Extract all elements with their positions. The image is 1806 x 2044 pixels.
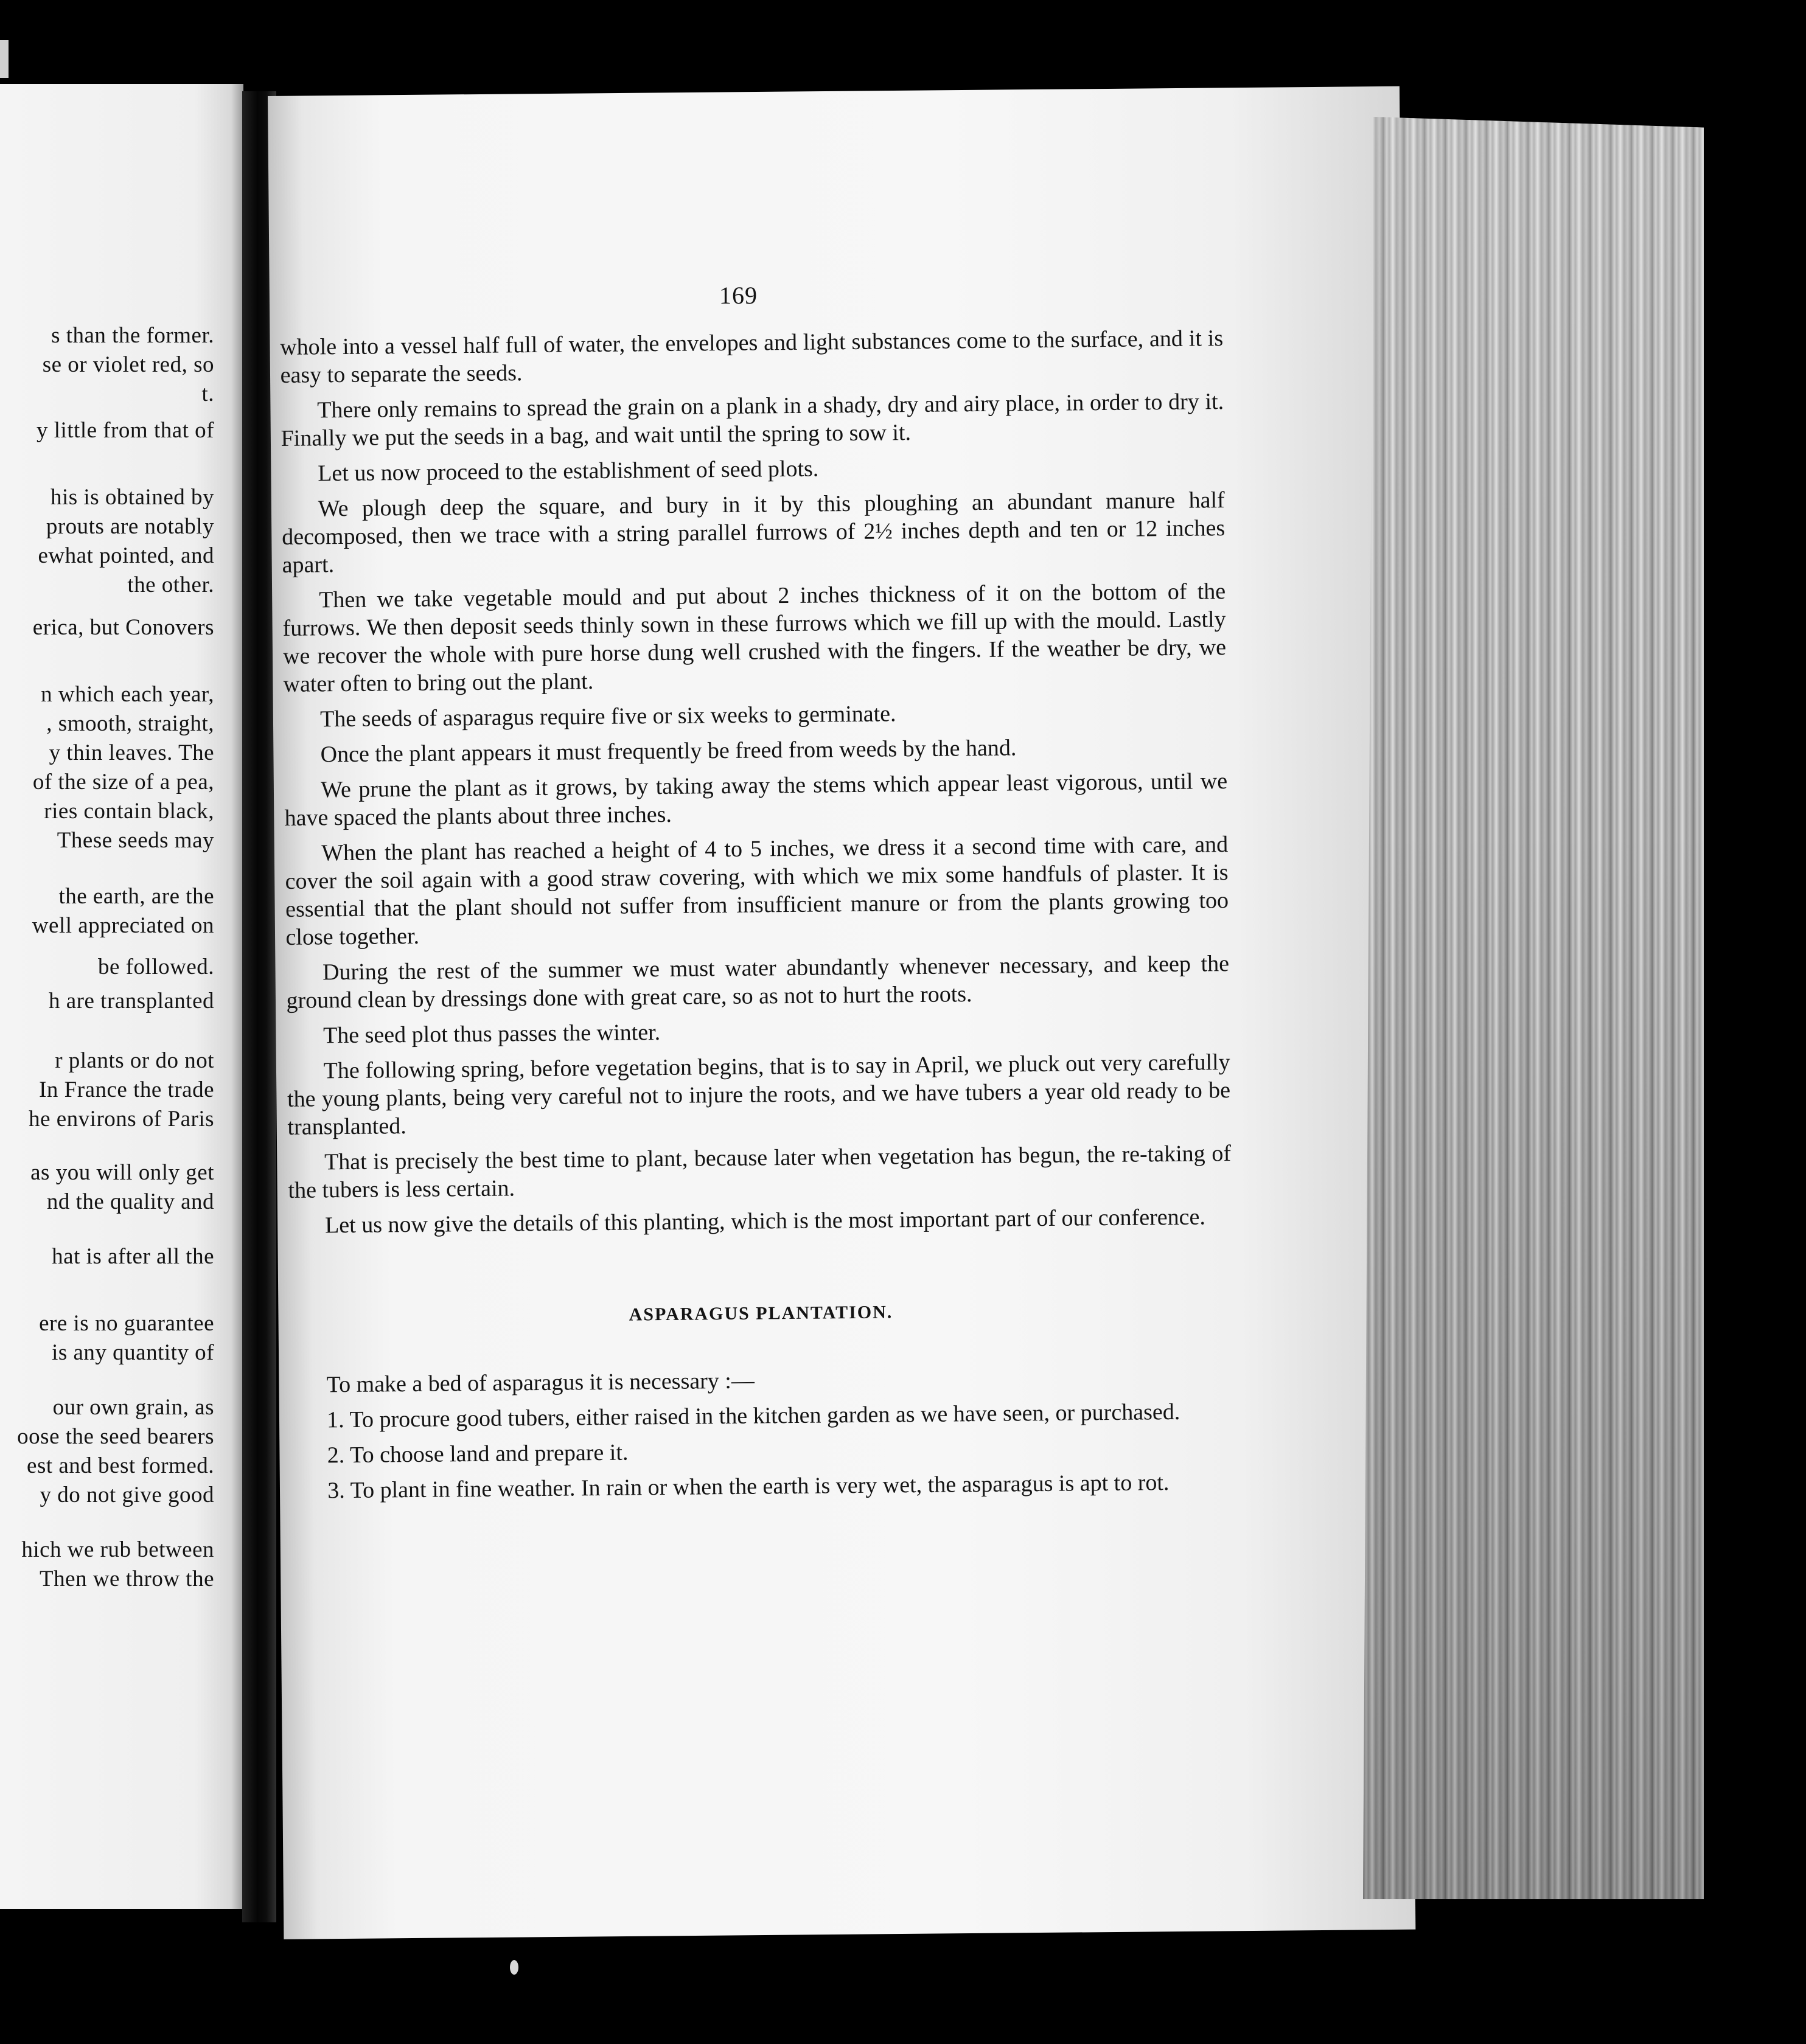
section-paragraph: 3. To plant in fine weather. In rain or when the earth is very wet, the asparagus is apt to rot.: [327, 1470, 1170, 1504]
left-page-line: Then we throw the: [40, 1566, 214, 1591]
left-page-line: r plants or do not: [55, 1048, 214, 1073]
left-page-line: hat is after all the: [52, 1244, 214, 1269]
left-page-line: These seeds may: [57, 828, 214, 853]
page-number: 169: [719, 282, 758, 309]
left-page-line: ere is no guarantee: [39, 1311, 214, 1336]
left-page-line: , smooth, straight,: [46, 711, 214, 736]
left-page-line: erica, but Conovers: [32, 615, 214, 640]
body-paragraph: There only remains to spread the grain on a plank in a shady, dry and airy place, in order to dry it. Finally we put the seeds in a bag, and wait until the spring to sow it.: [281, 389, 1224, 451]
left-page-line: of the size of a pea,: [32, 770, 214, 794]
body-paragraph: During the rest of the summer we must water abundantly whenever necessary, and keep the ground clean by dressings done with great care, so as not to hurt the roots.: [286, 951, 1230, 1013]
body-paragraph: We prune the plant as it grows, by taking away the stems which appear least vigorous, until we have spaced the plants about three inches.: [284, 768, 1228, 831]
body-paragraph: That is precisely the best time to plant, because later when vegetation has begun, the re-taking of the tubers is less certain.: [288, 1141, 1232, 1203]
left-page-line: the earth, are the: [58, 884, 214, 909]
body-paragraph: The seeds of asparagus require five or six weeks to germinate.: [319, 701, 896, 732]
left-page-line: he environs of Paris: [29, 1107, 214, 1132]
page-edges: [1363, 117, 1704, 1899]
left-page-line: y thin leaves. The: [49, 740, 214, 765]
left-page-line: the other.: [127, 572, 214, 597]
body-paragraph: The following spring, before vegetation begins, that is to say in April, we pluck out very carefully the young plants, being very careful not to injure the roots, and we have tubers a year old ready to be transplanted.: [287, 1049, 1231, 1140]
left-page-line: ries contain black,: [44, 799, 214, 824]
left-page-line: as you will only get: [30, 1160, 214, 1185]
left-page-line: prouts are notably: [46, 514, 214, 539]
body-paragraph: When the plant has reached a height of 4 to 5 inches, we dress it a second time with care, and cover the soil again with a good straw covering, with which we mix some handfuls of plaster. It is essential that the plant should not suffer from insufficient manure or from the plants growing too close together.: [285, 832, 1229, 950]
left-page-line: se or violet red, so: [42, 352, 214, 377]
body-paragraph: Let us now give the details of this planting, which is the most important part of our conference.: [324, 1204, 1206, 1239]
left-page-line: hich we rub between: [21, 1537, 214, 1562]
left-page-line: In France the trade: [39, 1077, 214, 1102]
left-page-line: h are transplanted: [49, 989, 214, 1013]
left-page-line: is any quantity of: [52, 1340, 214, 1365]
left-page-line: nd the quality and: [46, 1189, 214, 1214]
left-page-line: y little from that of: [36, 418, 214, 443]
section-paragraph: 1. To procure good tubers, either raised in the kitchen garden as we have seen, or purchased.: [326, 1399, 1180, 1433]
left-page-line: est and best formed.: [27, 1453, 214, 1478]
left-page-line: his is obtained by: [50, 485, 214, 510]
section-paragraph: 2. To choose land and prepare it.: [327, 1439, 629, 1469]
left-page-line: our own grain, as: [52, 1395, 214, 1420]
page-edge-mark: [0, 40, 9, 78]
film-smudge: [510, 1960, 518, 1975]
left-page-line: ewhat pointed, and: [38, 543, 214, 568]
section-heading: ASPARAGUS PLANTATION.: [629, 1302, 893, 1325]
body-paragraph: Let us now proceed to the establishment of seed plots.: [318, 456, 819, 487]
left-page: [0, 84, 243, 1909]
body-paragraph: Then we take vegetable mould and put about 2 inches thickness of it on the bottom of the furrows. We then deposit seeds thinly sown in these furrows which we fill up with the mould. Lastly we recover the whole with pure horse dung well crushed with the fingers. If the weather be dry, we water often to bring out the plant.: [282, 579, 1227, 697]
section-paragraph: To make a bed of asparagus it is necessary :—: [326, 1368, 755, 1398]
body-paragraph: Once the plant appears it must frequently be freed from weeds by the hand.: [320, 735, 1017, 768]
left-page-line: t.: [201, 381, 214, 406]
left-page-line: n which each year,: [41, 682, 214, 707]
body-paragraph: The seed plot thus passes the winter.: [322, 1020, 661, 1049]
left-page-line: well appreciated on: [32, 913, 214, 938]
left-page-line: be followed.: [98, 954, 214, 979]
body-paragraph: We plough deep the square, and bury in it by this ploughing an abundant manure half decomposed, then we trace with a string parallel furrows of 2½ inches depth and ten or 12 inches apart.: [282, 487, 1226, 578]
left-page-line: oose the seed bearers: [17, 1424, 214, 1449]
left-page-line: s than the former.: [51, 323, 214, 348]
body-paragraph: whole into a vessel half full of water, the envelopes and light substances come to the surface, and it is easy to separate the seeds.: [280, 325, 1224, 388]
right-page-text: [280, 324, 1235, 1512]
left-page-line: y do not give good: [40, 1483, 214, 1507]
